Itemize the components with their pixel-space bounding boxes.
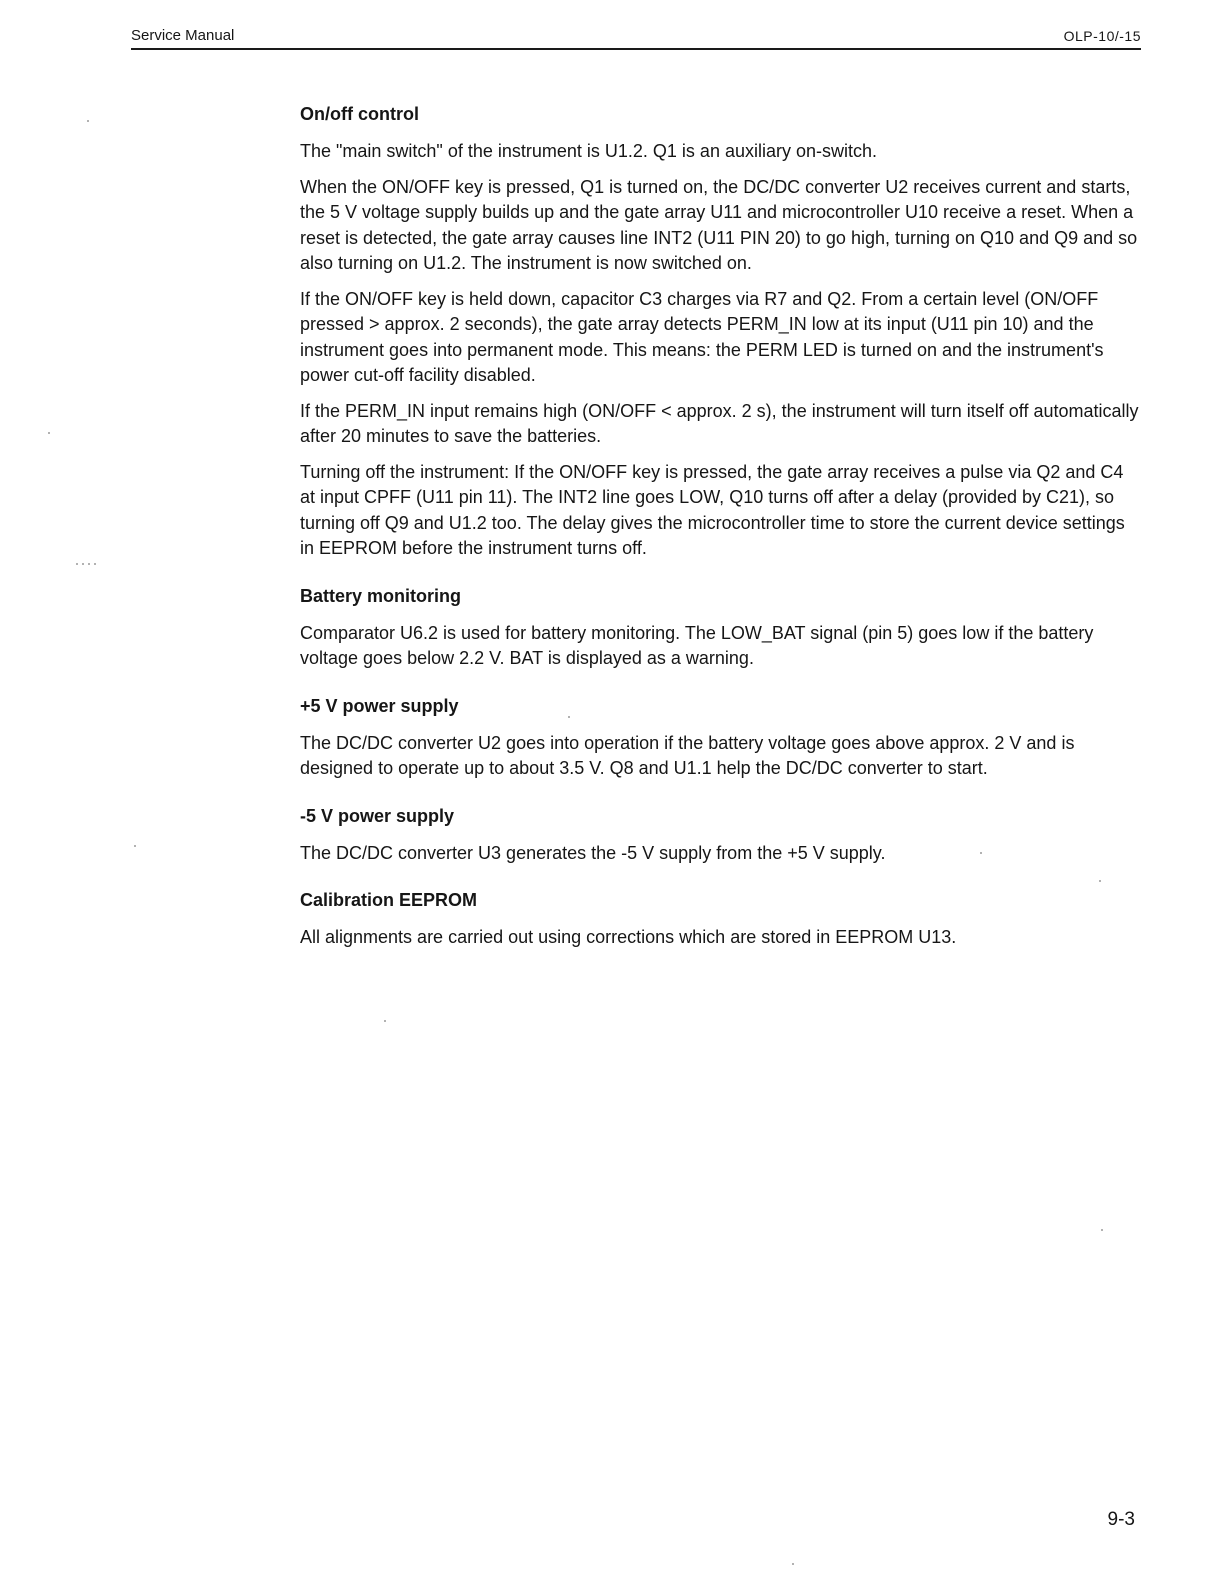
scan-speck	[384, 1020, 386, 1022]
paragraph: When the ON/OFF key is pressed, Q1 is turned on, the DC/DC converter U2 receives current and starts, the 5 V voltage supply builds up and the gate array U11 and microcontroller U10 receive a reset. When a reset is detected, the gate array causes line INT2 (U11 PIN 20) to go high, turning on Q10 and Q9 and so also turning on U1.2. The instrument is now switched on.	[300, 176, 1138, 273]
section-heading: -5 V power supply	[300, 805, 455, 826]
paragraph: The "main switch" of the instrument is U1.2. Q1 is an auxiliary on-switch.	[300, 141, 878, 161]
scan-speck	[1099, 880, 1101, 882]
scan-speck	[94, 563, 96, 565]
scan-speck	[792, 1563, 794, 1565]
section-heading: Battery monitoring	[300, 585, 462, 606]
page-header	[131, 26, 1141, 50]
section-calibration-eeprom	[300, 888, 1140, 951]
paragraph: If the PERM_IN input remains high (ON/OFF < approx. 2 s), the instrument will turn itself off automatically after 20 minutes to save the batteries.	[300, 400, 1139, 446]
paragraph: If the ON/OFF key is held down, capacitor C3 charges via R7 and Q2. From a certain level (ON/OFF pressed > approx. 2 seconds), the gate array detects PERM_IN low at its input (U11 pin 10) and the instrument goes into permanent mode. This means: the PERM LED is turned on and the instrument's power cut-off facility disabled.	[300, 288, 1104, 385]
paragraph: Turning off the instrument: If the ON/OFF key is pressed, the gate array receives a pulse via Q2 and C4 at input CPFF (U11 pin 11). The INT2 line goes LOW, Q10 turns off after a delay (provided by C21), so turning off Q9 and U1.2 too. The delay gives the microcontroller time to store the current device settings in EEPROM before the instrument turns off.	[300, 461, 1125, 558]
scan-speck	[82, 563, 84, 565]
scan-speck	[134, 845, 136, 847]
section-on-off-control	[300, 102, 1140, 562]
paragraph: The DC/DC converter U2 goes into operation if the battery voltage goes above approx. 2 V and is designed to operate up to about 3.5 V. Q8 and U1.1 help the DC/DC converter to start.	[300, 732, 1075, 778]
section-minus-5v-supply	[300, 804, 1140, 867]
section-heading: On/off control	[300, 104, 419, 124]
section-heading: Calibration EEPROM	[300, 890, 478, 910]
document-body	[300, 102, 1140, 961]
scan-speck	[48, 432, 50, 434]
paragraph: All alignments are carried out using corrections which are stored in EEPROM U13.	[300, 927, 957, 947]
scan-speck	[76, 563, 78, 565]
page-number: 9-3	[1107, 1509, 1135, 1530]
scan-speck	[568, 716, 570, 718]
scan-speck	[980, 852, 982, 854]
scan-speck	[87, 120, 89, 122]
header-manual-title: Service Manual	[131, 27, 235, 44]
scan-speck	[88, 563, 90, 565]
section-plus-5v-supply	[300, 694, 1140, 782]
header-model: OLP-10/-15	[1063, 28, 1141, 44]
paragraph: The DC/DC converter U3 generates the -5 V supply from the +5 V supply.	[300, 842, 886, 863]
paragraph: Comparator U6.2 is used for battery monitoring. The LOW_BAT signal (pin 5) goes low if the battery voltage goes below 2.2 V. BAT is displayed as a warning.	[300, 622, 1094, 668]
scan-speck	[1101, 1229, 1103, 1231]
section-battery-monitoring	[300, 584, 1140, 672]
section-heading: +5 V power supply	[300, 695, 459, 716]
